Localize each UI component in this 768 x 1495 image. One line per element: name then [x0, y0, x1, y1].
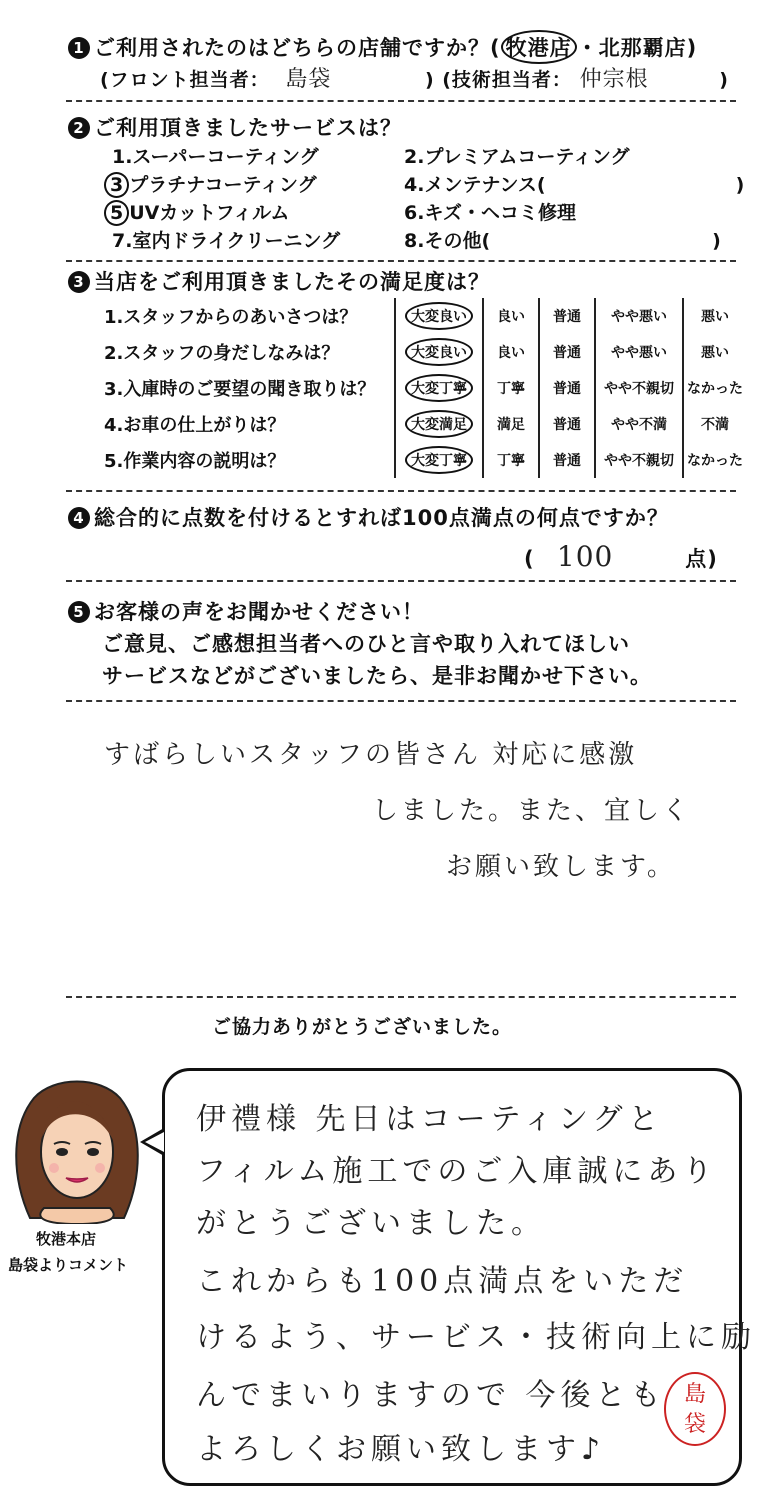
divider	[66, 490, 736, 492]
divider	[66, 580, 736, 582]
option-cell	[395, 334, 483, 370]
option-cell: 丁寧	[483, 442, 539, 478]
q2-text: ご利用頂きましたサービスは？	[94, 116, 402, 140]
divider	[66, 700, 736, 702]
service-5	[104, 198, 289, 226]
option-cell: 良い	[483, 298, 539, 334]
service-6-label: 6.キズ・ヘコミ修理	[404, 202, 577, 224]
q1-sep: ・	[576, 36, 599, 60]
row-question: 3.入庫時のご要望の聞き取りは？	[104, 379, 376, 400]
reply-line-6: んでまいりますので 今後とも	[196, 1378, 666, 1413]
reply-line-1: 伊禮様 先日はコーティングと	[196, 1102, 664, 1137]
q3-heading	[68, 266, 490, 296]
comment-line-2: しました。また、宜しく	[372, 796, 692, 826]
option-cell	[395, 298, 483, 334]
service-4-close: )	[735, 174, 745, 196]
q3-text: 当店をご利用頂きましたその満足度は？	[94, 270, 490, 294]
stamp-top: 島	[683, 1382, 706, 1407]
option-cell	[395, 370, 483, 406]
q1-staff-line	[100, 62, 729, 93]
service-3-num: 3	[104, 172, 129, 198]
service-7	[112, 226, 340, 253]
q4-unit: 点)	[685, 547, 718, 571]
selected-option: 大変良い	[405, 338, 473, 366]
q3-number: 3	[68, 271, 90, 293]
staff-avatar	[4, 1068, 150, 1224]
option-cell: 悪い	[683, 298, 746, 334]
q5-line2: ご意見、ご感想担当者へのひと言や取り入れてほしい	[102, 632, 630, 656]
option-cell: やや不親切	[595, 370, 683, 406]
name-stamp	[664, 1372, 726, 1446]
option-cell: 満足	[483, 406, 539, 442]
option-cell: 普通	[539, 334, 595, 370]
table-row	[104, 442, 746, 478]
service-4-label: 4.メンテナンス(	[404, 174, 546, 196]
option-cell: 悪い	[683, 334, 746, 370]
option-cell: やや不満	[595, 406, 683, 442]
service-8-label: 8.その他(	[404, 230, 491, 252]
option-cell: なかった	[683, 370, 746, 406]
option-cell: 普通	[539, 442, 595, 478]
service-2	[404, 142, 629, 169]
q1-close: )	[686, 36, 698, 60]
q4-number: 4	[68, 507, 90, 529]
row-question: 4.お車の仕上がりは？	[104, 415, 286, 436]
service-4	[404, 170, 744, 197]
row-question: 2.スタッフの身だしなみは？	[104, 343, 340, 364]
option-cell: やや悪い	[595, 298, 683, 334]
q5-line3: サービスなどがございましたら、是非お聞かせ下さい。	[102, 664, 652, 688]
row-question: 1.スタッフからのあいさつは？	[104, 307, 358, 328]
q1-store-selected: 牧港店	[501, 30, 577, 64]
comment-line-1: すばらしいスタッフの皆さん 対応に感激	[104, 740, 638, 770]
service-2-label: 2.プレミアムコーティング	[404, 146, 630, 168]
q4-heading	[68, 502, 669, 532]
staff-comment-label: 島袋よりコメント	[8, 1256, 129, 1274]
front-label: (フロント担当者：	[100, 69, 270, 91]
tech-close: )	[719, 69, 729, 91]
staff-store: 牧港本店	[36, 1230, 97, 1248]
satisfaction-table	[104, 298, 746, 478]
table-row	[104, 370, 746, 406]
reply-line-3: がとうございました。	[196, 1206, 546, 1241]
table-row	[104, 334, 746, 370]
option-cell: やや悪い	[595, 334, 683, 370]
option-cell: 良い	[483, 334, 539, 370]
q5-number: 5	[68, 601, 90, 623]
selected-option: 大変丁寧	[405, 446, 473, 474]
service-6	[404, 198, 576, 225]
q4-text: 総合的に点数を付けるとすれば100点満点の何点ですか？	[94, 506, 669, 530]
option-cell: 普通	[539, 406, 595, 442]
service-3	[104, 170, 317, 198]
q1-text: ご利用されたのはどちらの店舗ですか？(	[94, 36, 501, 60]
reply-line-5: けるよう、サービス・技術向上に励	[196, 1320, 756, 1355]
front-close: )	[424, 69, 435, 91]
option-cell: 丁寧	[483, 370, 539, 406]
tech-label: (技術担当者：	[442, 69, 572, 91]
selected-option: 大変良い	[405, 302, 473, 330]
q1-line	[68, 30, 697, 64]
bubble-tail-inner	[145, 1132, 164, 1152]
selected-option: 大変丁寧	[405, 374, 473, 402]
option-cell	[395, 406, 483, 442]
option-cell: やや不親切	[595, 442, 683, 478]
score-value: 100	[556, 540, 614, 573]
service-1-label: 1.スーパーコーティング	[112, 146, 319, 168]
service-5-num: 5	[104, 200, 129, 226]
option-cell: 不満	[683, 406, 746, 442]
service-3-label: プラチナコーティング	[129, 174, 317, 196]
q2-heading	[68, 112, 402, 142]
q1-number: 1	[68, 37, 90, 59]
divider	[66, 260, 736, 262]
q4-score	[524, 540, 718, 573]
service-8-close: )	[712, 230, 721, 252]
service-1	[112, 142, 319, 169]
option-cell	[395, 442, 483, 478]
q1-store-other: 北那覇店	[598, 36, 687, 60]
q2-number: 2	[68, 117, 90, 139]
reply-line-7: よろしくお願い致します♪	[196, 1432, 606, 1467]
stamp-bottom: 袋	[683, 1412, 706, 1437]
table-row	[104, 298, 746, 334]
row-question: 5.作業内容の説明は？	[104, 451, 286, 472]
front-value: 島袋	[285, 67, 332, 92]
tech-value: 仲宗根	[579, 67, 649, 92]
reply-line-4: これからも100点満点をいただ	[196, 1264, 689, 1299]
q5-line1: お客様の声をお聞かせください！	[94, 600, 424, 624]
divider	[66, 996, 736, 998]
service-7-label: 7.室内ドライクリーニング	[112, 230, 341, 252]
thanks-text: ご協力ありがとうございました。	[212, 1016, 513, 1038]
divider	[66, 100, 736, 102]
table-row	[104, 406, 746, 442]
option-cell: 普通	[539, 370, 595, 406]
q5-heading	[68, 596, 424, 626]
service-8	[404, 226, 721, 253]
reply-line-2: フィルム施工でのご入庫誠にあり	[196, 1154, 718, 1189]
q4-open: (	[524, 547, 535, 571]
service-5-label: UVカットフィルム	[129, 202, 290, 224]
option-cell: 普通	[539, 298, 595, 334]
option-cell: なかった	[683, 442, 746, 478]
comment-line-3: お願い致します。	[446, 852, 676, 882]
selected-option: 大変満足	[405, 410, 473, 438]
